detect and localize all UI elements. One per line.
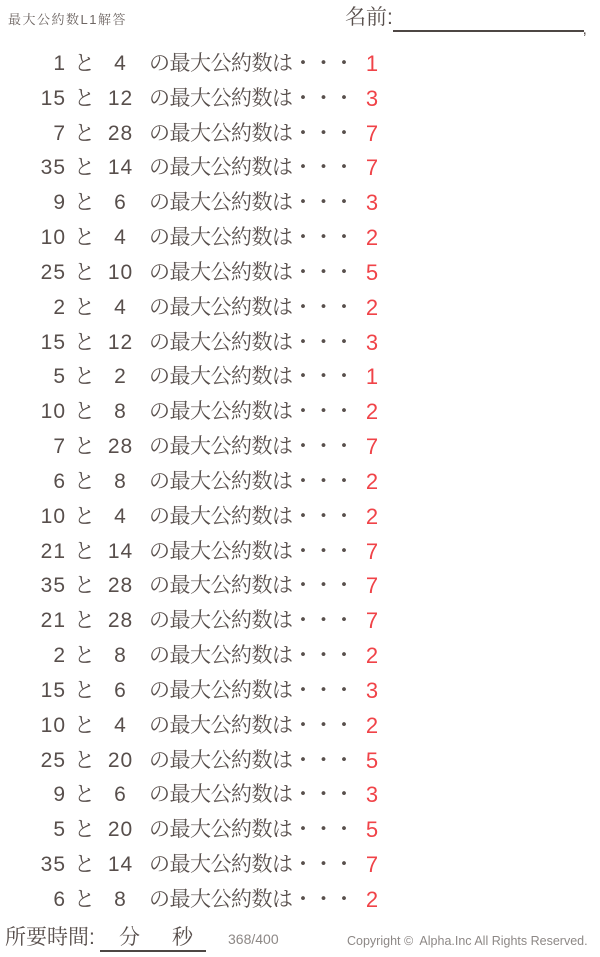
operand-a: 15: [40, 86, 66, 110]
operand-b: 28: [107, 609, 134, 633]
operand-b: 10: [107, 260, 134, 284]
name-label: 名前:: [345, 6, 393, 29]
operand-b: 2: [114, 365, 127, 389]
operand-a: 21: [40, 539, 66, 563]
connector-text: と: [74, 539, 95, 563]
problem-row: [0, 500, 600, 535]
operand-a: 15: [40, 330, 66, 354]
answer-value: 7: [365, 538, 379, 564]
operand-a: 5: [53, 365, 66, 389]
question-phrase: の最大公約数は・・・: [149, 504, 354, 528]
operand-b: 4: [114, 295, 127, 319]
operand-b: 4: [114, 713, 127, 737]
connector-text: と: [74, 260, 95, 284]
minutes-label: 分: [119, 926, 140, 949]
operand-a: 25: [40, 748, 66, 772]
operand-b: 4: [114, 226, 127, 250]
problem-row: [0, 395, 600, 430]
operand-b: 4: [114, 52, 127, 75]
question-phrase: の最大公約数は・・・: [149, 365, 354, 389]
time-blank-line: [100, 924, 206, 952]
operand-b: 12: [107, 86, 134, 110]
operand-a: 10: [40, 226, 66, 250]
problem-row: [0, 535, 600, 570]
operand-b: 28: [107, 435, 134, 459]
operand-a: 35: [40, 853, 66, 877]
connector-text: と: [74, 156, 95, 180]
problem-row: [0, 674, 600, 709]
operand-b: 14: [107, 853, 134, 877]
operand-b: 28: [107, 121, 134, 145]
operand-b: 20: [107, 748, 134, 772]
answer-value: 2: [365, 468, 379, 494]
answer-value: 7: [365, 608, 379, 634]
connector-text: と: [74, 435, 95, 459]
problem-row: [0, 569, 600, 604]
problem-row: [0, 639, 600, 674]
operand-a: 7: [53, 435, 66, 459]
question-phrase: の最大公約数は・・・: [149, 295, 354, 319]
operand-b: 6: [114, 191, 127, 215]
connector-text: と: [74, 52, 95, 75]
connector-text: と: [74, 574, 95, 598]
question-phrase: の最大公約数は・・・: [149, 678, 354, 702]
operand-a: 25: [40, 260, 66, 284]
question-phrase: の最大公約数は・・・: [149, 887, 354, 911]
answer-value: 2: [365, 503, 379, 529]
connector-text: と: [74, 191, 95, 215]
answer-value: 7: [365, 120, 379, 146]
operand-b: 14: [107, 156, 134, 180]
operand-b: 6: [114, 783, 127, 807]
connector-text: と: [74, 853, 95, 877]
problem-row: [0, 883, 600, 918]
answer-value: 5: [365, 817, 379, 843]
connector-text: と: [74, 887, 95, 911]
question-phrase: の最大公約数は・・・: [149, 400, 354, 424]
operand-a: 6: [53, 469, 66, 493]
problem-row: [0, 813, 600, 848]
problem-row: [0, 151, 600, 186]
answer-value: 3: [365, 190, 379, 216]
connector-text: と: [74, 748, 95, 772]
answer-value: 5: [365, 259, 379, 285]
connector-text: と: [74, 644, 95, 668]
connector-text: と: [74, 469, 95, 493]
operand-b: 8: [114, 400, 127, 424]
connector-text: と: [74, 330, 95, 354]
question-phrase: の最大公約数は・・・: [149, 574, 354, 598]
name-field: [345, 4, 587, 38]
question-phrase: の最大公約数は・・・: [149, 853, 354, 877]
progress-counter: 368/400: [228, 931, 279, 947]
connector-text: と: [74, 713, 95, 737]
connector-text: と: [74, 121, 95, 145]
operand-a: 5: [53, 818, 66, 842]
question-phrase: の最大公約数は・・・: [149, 469, 354, 493]
question-phrase: の最大公約数は・・・: [149, 86, 354, 110]
question-phrase: の最大公約数は・・・: [149, 191, 354, 215]
operand-a: 7: [53, 121, 66, 145]
question-phrase: の最大公約数は・・・: [149, 226, 354, 250]
answer-value: 2: [365, 643, 379, 669]
connector-text: と: [74, 295, 95, 319]
operand-a: 10: [40, 713, 66, 737]
question-phrase: の最大公約数は・・・: [149, 121, 354, 145]
operand-b: 12: [107, 330, 134, 354]
problem-row: [0, 744, 600, 779]
operand-a: 9: [53, 783, 66, 807]
operand-b: 20: [107, 818, 134, 842]
question-phrase: の最大公約数は・・・: [149, 330, 354, 354]
question-phrase: の最大公約数は・・・: [149, 609, 354, 633]
operand-a: 1: [53, 52, 66, 75]
seconds-label: 秒: [172, 926, 193, 949]
operand-b: 28: [107, 574, 134, 598]
operand-b: 4: [114, 504, 127, 528]
operand-a: 35: [40, 574, 66, 598]
problem-row: [0, 430, 600, 465]
problem-row: [0, 47, 600, 82]
operand-b: 8: [114, 644, 127, 668]
operand-a: 15: [40, 678, 66, 702]
problem-row: [0, 604, 600, 639]
time-label: 所要時間:: [5, 926, 95, 949]
problem-row: [0, 709, 600, 744]
problem-row: [0, 256, 600, 291]
answer-value: 7: [365, 434, 379, 460]
answer-value: 7: [365, 852, 379, 878]
operand-a: 2: [53, 295, 66, 319]
problem-row: [0, 117, 600, 152]
answer-value: 1: [365, 364, 379, 390]
operand-a: 2: [53, 644, 66, 668]
question-phrase: の最大公約数は・・・: [149, 783, 354, 807]
connector-text: と: [74, 678, 95, 702]
problem-row: [0, 221, 600, 256]
answer-value: 1: [365, 51, 379, 76]
footer: [0, 924, 600, 957]
problem-row: [0, 465, 600, 500]
answer-value: 3: [365, 85, 379, 111]
operand-b: 14: [107, 539, 134, 563]
problem-row: [0, 848, 600, 883]
problem-row: [0, 326, 600, 361]
operand-a: 9: [53, 191, 66, 215]
answer-value: 2: [365, 225, 379, 251]
question-phrase: の最大公約数は・・・: [149, 713, 354, 737]
operand-a: 21: [40, 609, 66, 633]
question-phrase: の最大公約数は・・・: [149, 156, 354, 180]
connector-text: と: [74, 86, 95, 110]
answer-value: 7: [365, 155, 379, 181]
operand-b: 6: [114, 678, 127, 702]
operand-b: 8: [114, 469, 127, 493]
question-phrase: の最大公約数は・・・: [149, 539, 354, 563]
connector-text: と: [74, 365, 95, 389]
name-line-tick: ,: [582, 21, 587, 38]
page-title: 最大公約数L1解答: [8, 12, 127, 27]
problem-row: [0, 291, 600, 326]
answer-value: 3: [365, 677, 379, 703]
answer-value: 3: [365, 782, 379, 808]
answer-value: 7: [365, 573, 379, 599]
question-phrase: の最大公約数は・・・: [149, 644, 354, 668]
problem-list: [0, 47, 600, 918]
problem-row: [0, 778, 600, 813]
question-phrase: の最大公約数は・・・: [149, 435, 354, 459]
copyright-text: Copyright © Alpha.Inc All Rights Reserved.: [347, 934, 588, 948]
answer-value: 2: [365, 294, 379, 320]
connector-text: と: [74, 400, 95, 424]
name-blank-line: [393, 4, 587, 38]
question-phrase: の最大公約数は・・・: [149, 818, 354, 842]
operand-a: 10: [40, 504, 66, 528]
connector-text: と: [74, 504, 95, 528]
connector-text: と: [74, 783, 95, 807]
question-phrase: の最大公約数は・・・: [149, 748, 354, 772]
problem-row: [0, 82, 600, 117]
answer-value: 2: [365, 399, 379, 425]
question-phrase: の最大公約数は・・・: [149, 52, 354, 75]
operand-b: 8: [114, 887, 127, 911]
operand-a: 35: [40, 156, 66, 180]
connector-text: と: [74, 609, 95, 633]
connector-text: と: [74, 818, 95, 842]
answer-value: 3: [365, 329, 379, 355]
answer-value: 2: [365, 712, 379, 738]
answer-value: 2: [365, 886, 379, 912]
operand-a: 10: [40, 400, 66, 424]
problem-row: [0, 360, 600, 395]
connector-text: と: [74, 226, 95, 250]
operand-a: 6: [53, 887, 66, 911]
problem-row: [0, 186, 600, 221]
question-phrase: の最大公約数は・・・: [149, 260, 354, 284]
answer-value: 5: [365, 747, 379, 773]
